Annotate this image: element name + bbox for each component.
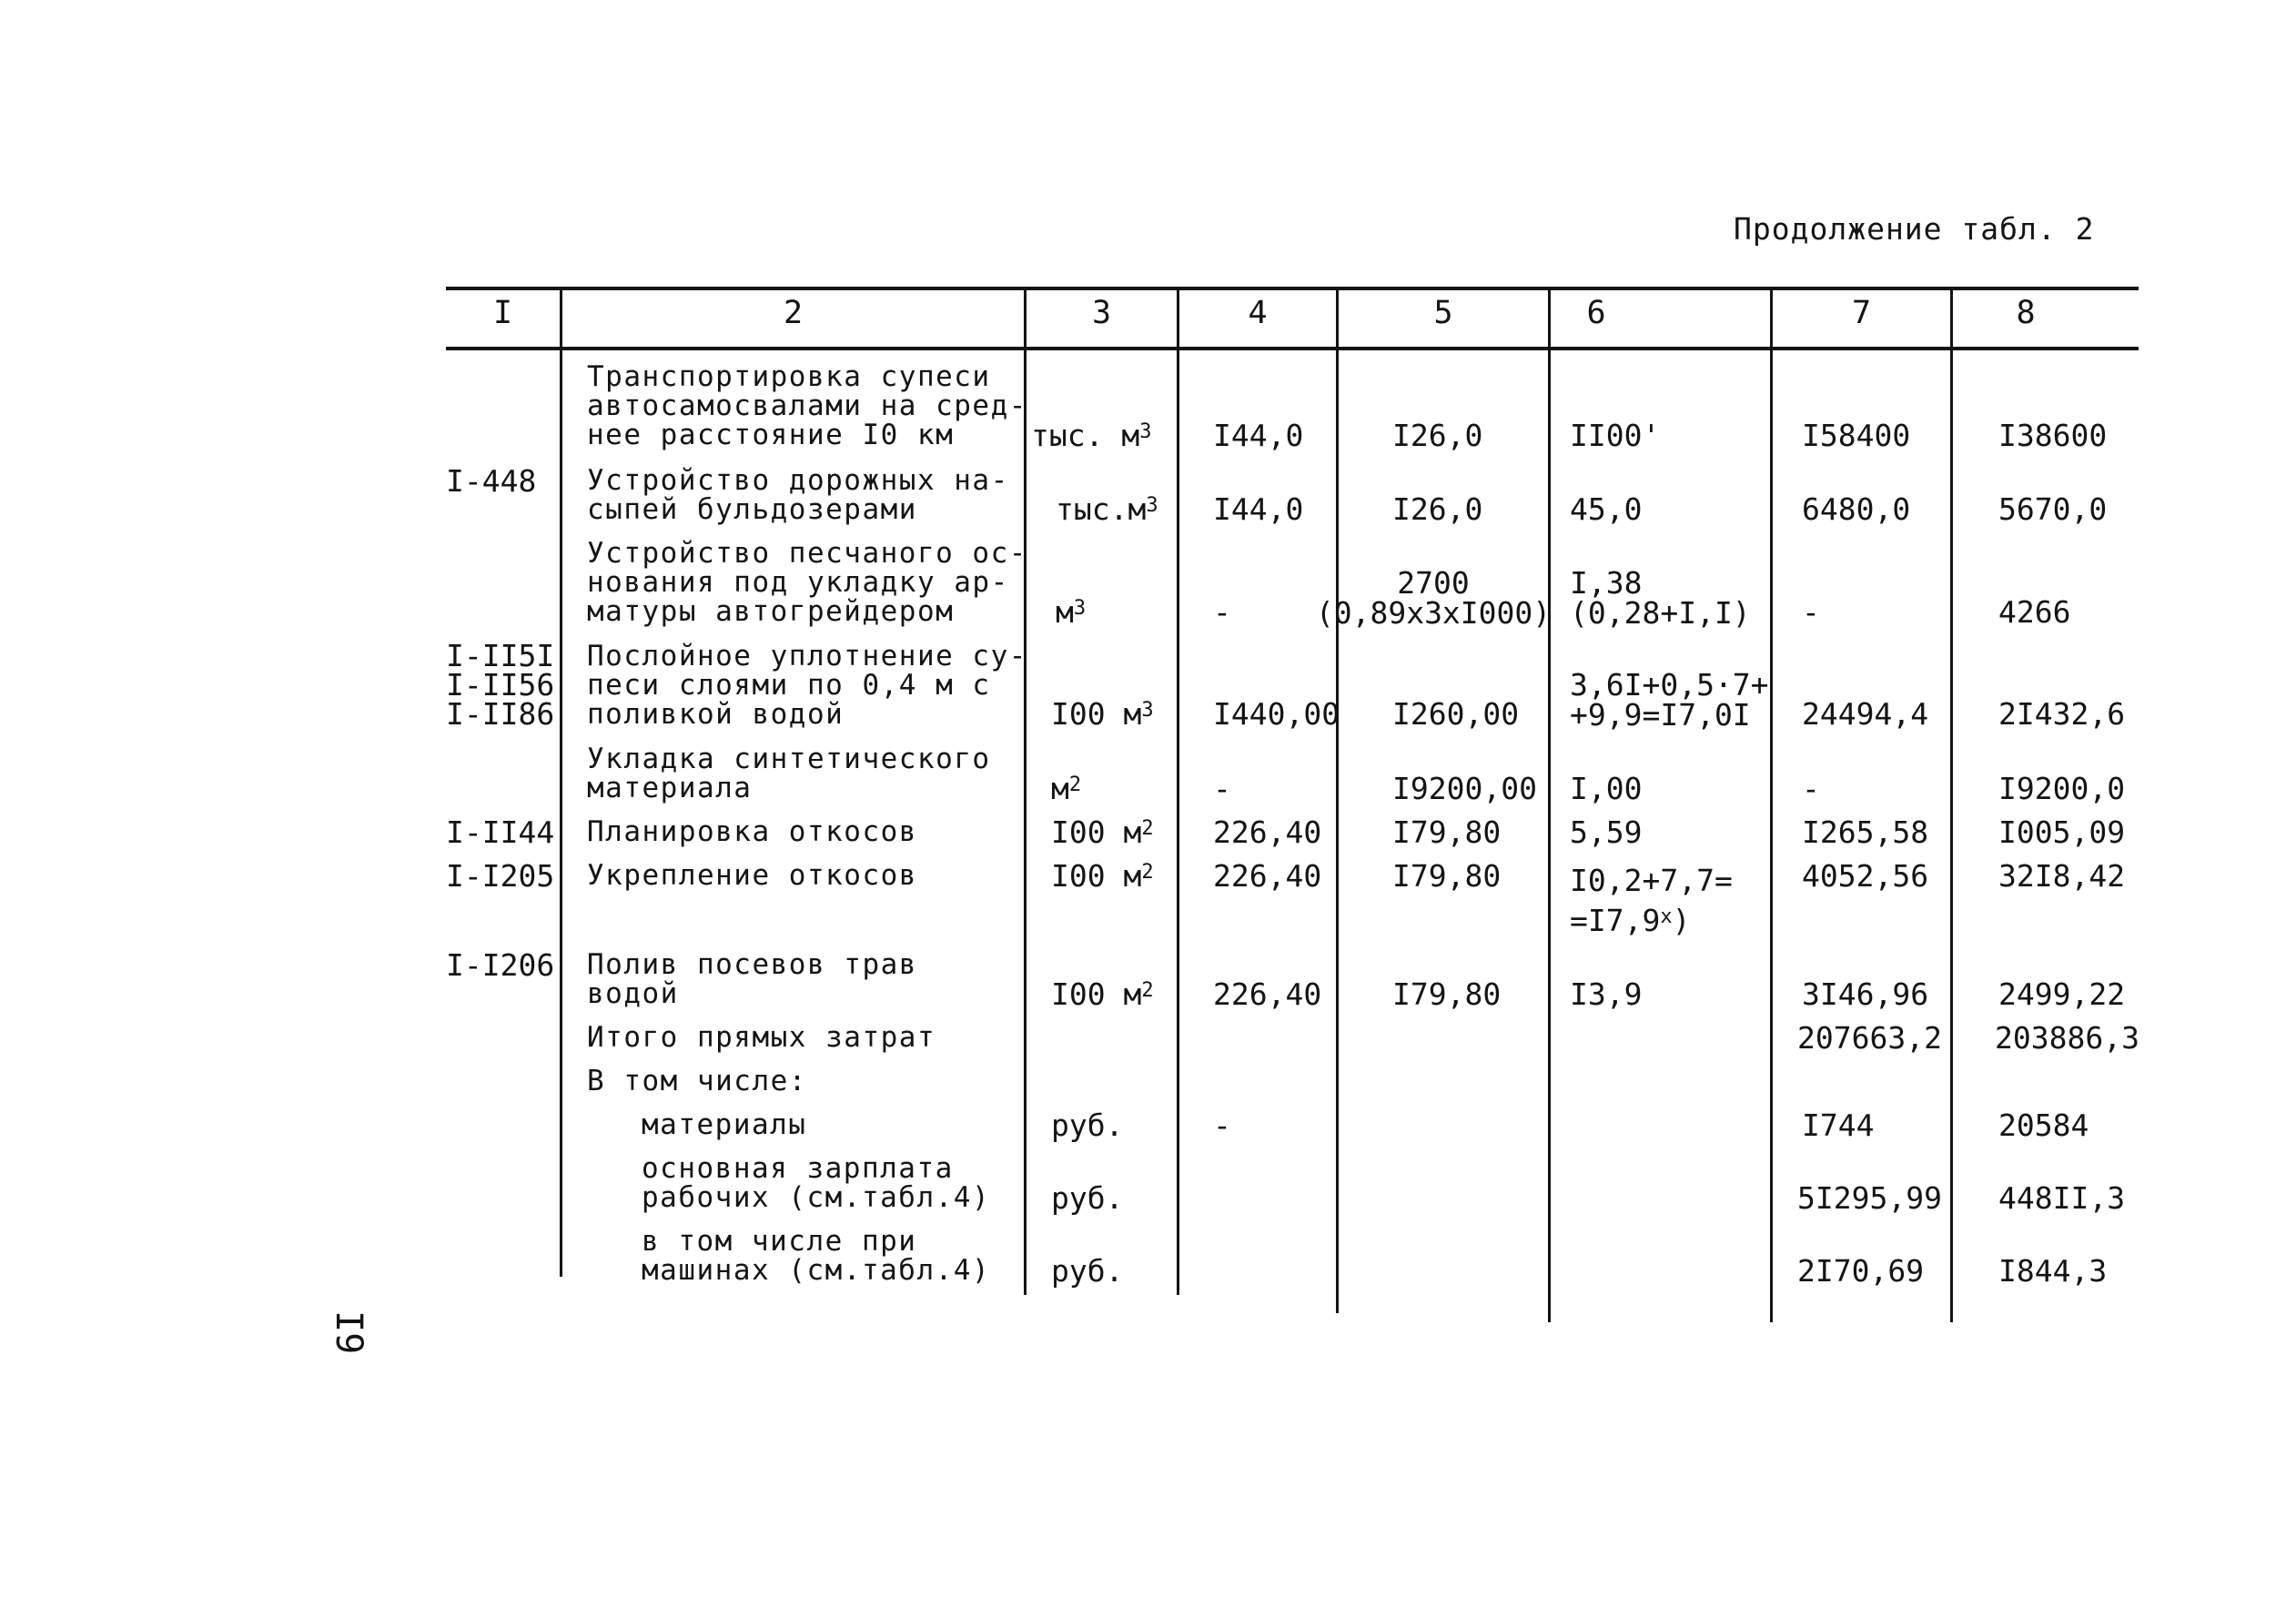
row-col5: I79,80	[1392, 814, 1502, 850]
row-col8: 32I8,42	[1998, 858, 2126, 894]
row-name: Устройство дорожных на- сыпей бульдозерами	[587, 464, 1009, 526]
column-divider-7	[1950, 289, 1953, 1322]
row-col5: I9200,00	[1392, 771, 1537, 806]
row-col7: I58400	[1802, 418, 1911, 453]
row-name: материалы	[642, 1108, 807, 1141]
row-col7: I744	[1802, 1107, 1875, 1143]
row-col4: -	[1213, 1107, 1231, 1143]
row-col8: 20584	[1998, 1107, 2089, 1143]
row-name: Устройство песчаного ос- нования под укладку ар- матуры автогрейдером	[587, 537, 1027, 628]
row-name: Планировка откосов	[587, 815, 917, 848]
column-header-8: 8	[2016, 295, 2036, 331]
row-code: I-448	[446, 463, 537, 499]
row-col7: 6480,0	[1802, 491, 1911, 527]
row-col4: I44,0	[1213, 491, 1304, 527]
row-name: Укладка синтетического материала	[587, 743, 991, 804]
row-unit: I00 $м^2$	[1051, 814, 1154, 850]
row-col4: 226,40	[1213, 858, 1322, 894]
column-header-2: 2	[783, 295, 804, 331]
row-unit: $тыс.м^3$	[1056, 491, 1158, 527]
row-col7: -	[1802, 771, 1820, 806]
table-top-rule	[446, 287, 2139, 290]
row-col8: I9200,0	[1998, 771, 2126, 806]
row-col4: I440,00	[1213, 696, 1340, 732]
row-unit: руб.	[1051, 1253, 1124, 1289]
row-col8: 448II,3	[1998, 1180, 2126, 1216]
row-unit: I00 $м^2$	[1051, 976, 1154, 1012]
column-divider-3	[1177, 289, 1179, 1295]
row-name: Полив посевов трав водой	[587, 948, 917, 1010]
column-divider-6	[1770, 289, 1773, 1322]
row-unit: $м^3$	[1056, 594, 1087, 630]
column-header-5: 5	[1433, 295, 1453, 331]
row-col6: I0,2+7,7= $=I7,9^х$)	[1570, 863, 1733, 938]
table-continuation-caption: Продолжение табл. 2	[1734, 211, 2095, 247]
row-col4: -	[1213, 771, 1231, 806]
column-header-7: 7	[1851, 295, 1872, 331]
column-header-4: 4	[1248, 295, 1268, 331]
row-unit: I00 $м^3$	[1051, 696, 1154, 732]
column-header-3: 3	[1091, 295, 1112, 331]
row-col8: I38600	[1998, 418, 2108, 453]
row-col8: 2I432,6	[1998, 696, 2126, 732]
row-col4: I44,0	[1213, 418, 1304, 453]
row-col6: I3,9	[1570, 976, 1643, 1012]
row-col7: -	[1802, 594, 1820, 630]
row-code: I-II44	[446, 814, 555, 850]
row-unit: тыс. $м^3$	[1031, 418, 1152, 453]
row-col5: I79,80	[1392, 976, 1502, 1012]
row-col5: 2700 (0,89х3хI000)	[1315, 565, 1552, 631]
column-divider-1	[560, 289, 562, 1277]
row-col4: -	[1213, 594, 1231, 630]
row-col6: I,00	[1570, 771, 1643, 806]
column-divider-5	[1548, 289, 1551, 1322]
row-col8: 2499,22	[1998, 976, 2126, 1012]
row-col4: 226,40	[1213, 814, 1322, 850]
table-header-rule	[446, 347, 2139, 350]
row-col6: 45,0	[1570, 491, 1643, 527]
row-col7: 5I295,99	[1797, 1180, 1942, 1216]
row-code: I-I205	[446, 858, 555, 894]
column-divider-4	[1336, 289, 1339, 1313]
row-name: В том числе:	[587, 1065, 807, 1097]
row-name: Послойное уплотнение су- песи слоями по 0,4 м с поливкой водой	[587, 640, 1027, 731]
row-col7: 4052,56	[1802, 858, 1929, 894]
row-unit: руб.	[1051, 1107, 1124, 1143]
row-col7: 2I70,69	[1797, 1253, 1925, 1289]
row-col5: I79,80	[1392, 858, 1502, 894]
row-unit: I00 $м^2$	[1051, 858, 1154, 894]
row-col5: I26,0	[1392, 491, 1483, 527]
row-name: в том числе при машинах (см.табл.4)	[642, 1225, 991, 1287]
row-name: Укрепление откосов	[587, 859, 917, 892]
row-unit: $м^2$	[1051, 771, 1082, 806]
row-col4: 226,40	[1213, 976, 1322, 1012]
row-col6: 3,6I+0,5·7+ +9,9=I7,0I	[1570, 667, 1769, 733]
row-name: Транспортировка супеси автосамосвалами на сред- нее расстояние I0 км	[587, 360, 1027, 451]
row-col7: 24494,4	[1802, 696, 1929, 732]
page-number: I9	[328, 1310, 369, 1355]
row-code: I-I206	[446, 947, 555, 983]
row-col8: 4266	[1998, 594, 2071, 630]
row-col8: 5670,0	[1998, 491, 2108, 527]
row-col7: 3I46,96	[1802, 976, 1929, 1012]
row-name: Итого прямых затрат	[587, 1021, 936, 1054]
row-name: основная зарплата рабочих (см.табл.4)	[642, 1152, 991, 1214]
row-code: I-II5I I-II56 I-II86	[446, 638, 555, 732]
column-header-6: 6	[1586, 295, 1606, 331]
row-col5: I260,00	[1392, 696, 1520, 732]
row-col7: 207663,2	[1797, 1020, 1942, 1056]
column-header-1: I	[492, 295, 513, 331]
row-col6: II00'	[1570, 418, 1661, 453]
row-col6: 5,59	[1570, 814, 1643, 850]
row-col6: I,38 (0,28+I,I)	[1570, 565, 1751, 631]
row-col8: 203886,3	[1995, 1020, 2139, 1056]
row-unit: руб.	[1051, 1180, 1124, 1216]
row-col7: I265,58	[1802, 814, 1929, 850]
row-col5: I26,0	[1392, 418, 1483, 453]
row-col8: I005,09	[1998, 814, 2126, 850]
row-col8: I844,3	[1998, 1253, 2108, 1289]
